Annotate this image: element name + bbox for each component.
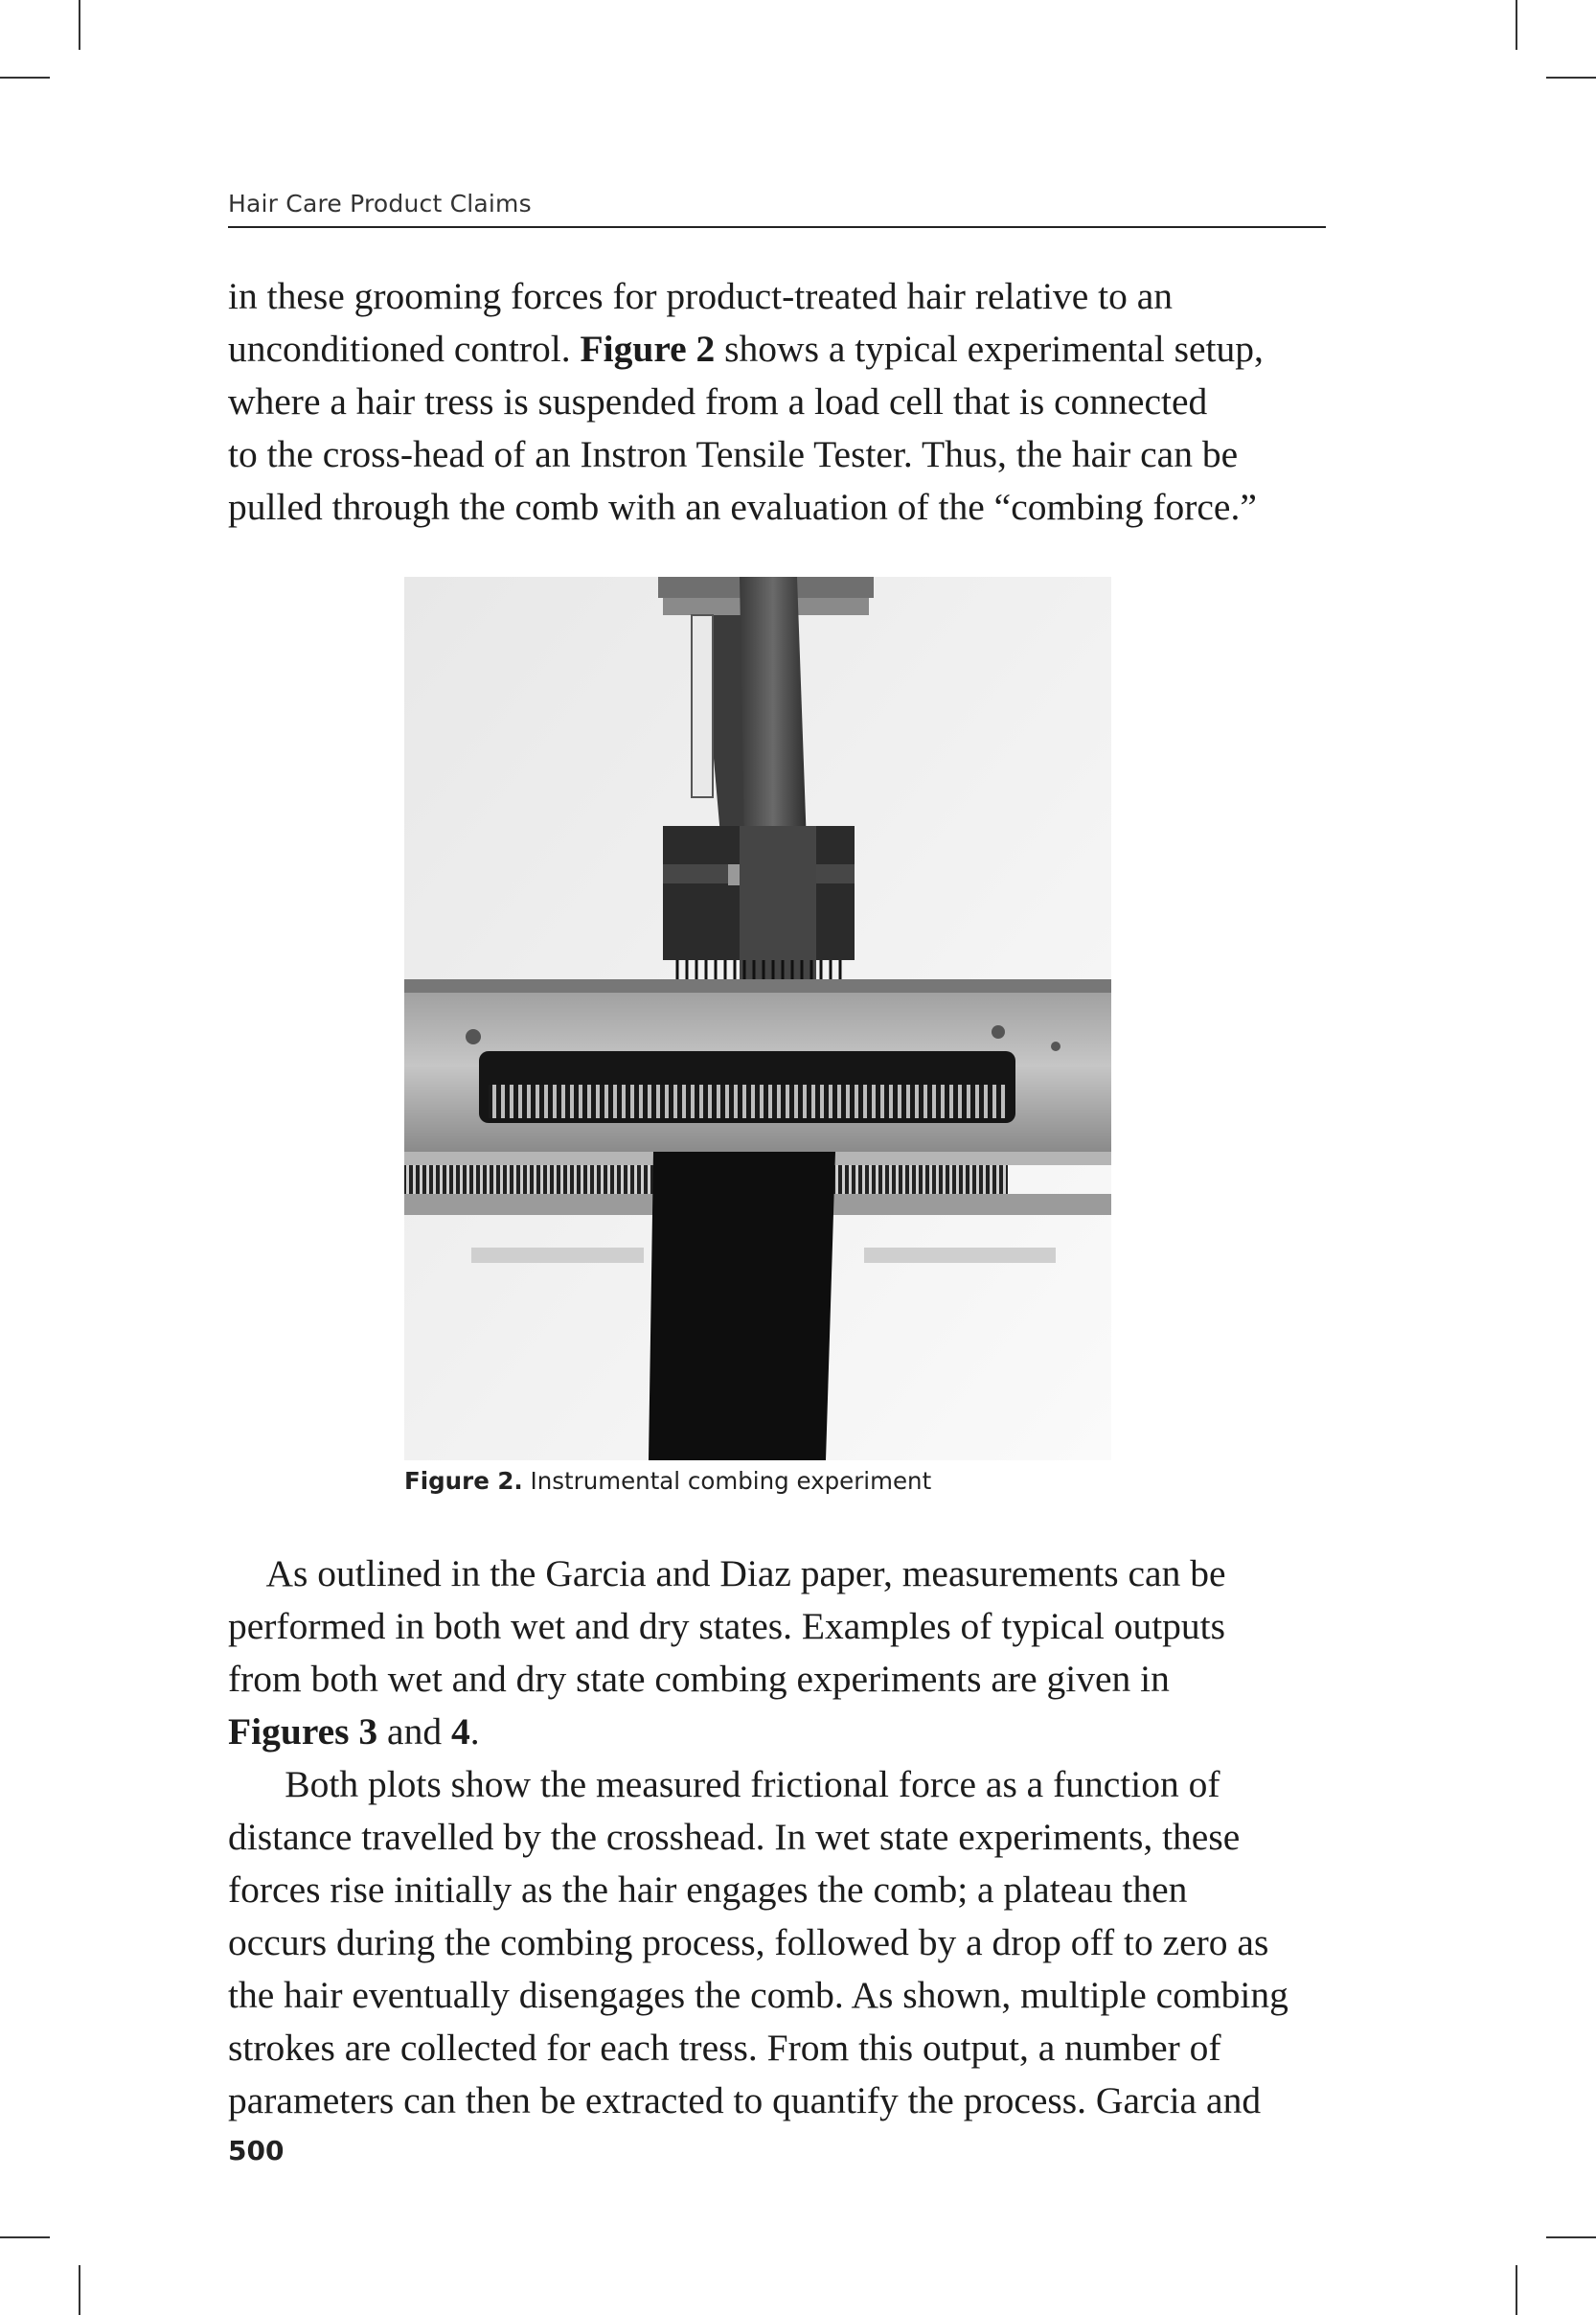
text-line bbox=[228, 481, 1330, 534]
text-line bbox=[228, 270, 1330, 323]
text-line bbox=[228, 1811, 1330, 1864]
combing-apparatus-illustration bbox=[404, 577, 1111, 1460]
text-run: strokes are collected for each tress. From this output, a number of bbox=[228, 2027, 1221, 2069]
text-line bbox=[228, 1706, 1330, 1758]
text-line bbox=[228, 1969, 1330, 2022]
text-line bbox=[228, 376, 1330, 428]
crop-mark bbox=[1546, 2236, 1596, 2238]
text-line bbox=[228, 1653, 1330, 1706]
crop-mark bbox=[1546, 77, 1596, 79]
crop-mark bbox=[1516, 0, 1517, 50]
figure-caption bbox=[404, 1467, 931, 1495]
text-line bbox=[228, 323, 1330, 376]
crop-mark bbox=[79, 0, 80, 50]
text-run: parameters can then be extracted to quantify the process. Garcia and bbox=[228, 2079, 1262, 2121]
text-run: forces rise initially as the hair engages the comb; a plateau then bbox=[228, 1868, 1188, 1911]
text-run: performed in both wet and dry states. Examples of typical outputs bbox=[228, 1605, 1226, 1647]
crop-mark bbox=[0, 2236, 50, 2238]
text-line bbox=[228, 1600, 1330, 1653]
header-rule bbox=[228, 226, 1326, 228]
text-run: and bbox=[377, 1710, 451, 1753]
paragraph-intro bbox=[228, 270, 1330, 534]
text-run: pulled through the comb with an evaluation of the “combing force.” bbox=[228, 486, 1257, 528]
text-line bbox=[228, 1547, 1330, 1600]
text-line bbox=[228, 2074, 1330, 2127]
text-run: Both plots show the measured frictional force as a function of bbox=[228, 1763, 1220, 1805]
crop-mark bbox=[1516, 2265, 1517, 2315]
crop-mark bbox=[79, 2265, 80, 2315]
text-run: As outlined in the Garcia and Diaz paper, measurements can be bbox=[228, 1552, 1226, 1594]
text-run: from both wet and dry state combing experiments are given in bbox=[228, 1658, 1170, 1700]
crop-mark bbox=[0, 77, 50, 79]
text-run: unconditioned control. bbox=[228, 328, 581, 370]
paragraph-body bbox=[228, 1547, 1330, 2127]
text-line bbox=[228, 2022, 1330, 2074]
text-line bbox=[228, 1758, 1330, 1811]
text-run: . bbox=[469, 1710, 480, 1753]
figure-photo bbox=[404, 577, 1111, 1460]
text-run: in these grooming forces for product-treated hair relative to an bbox=[228, 275, 1174, 317]
bold-reference: 4 bbox=[450, 1710, 470, 1753]
page-number: 500 bbox=[228, 2135, 285, 2166]
bold-reference: Figures 3 bbox=[228, 1710, 378, 1753]
text-run: occurs during the combing process, followed by a drop off to zero as bbox=[228, 1921, 1269, 1963]
text-run: distance travelled by the crosshead. In wet state experiments, these bbox=[228, 1816, 1241, 1858]
text-line bbox=[228, 1916, 1330, 1969]
text-line bbox=[228, 428, 1330, 481]
text-run: where a hair tress is suspended from a load cell that is connected bbox=[228, 380, 1208, 423]
running-header: Hair Care Product Claims bbox=[228, 190, 532, 218]
figure-caption-text: Instrumental combing experiment bbox=[530, 1467, 932, 1495]
text-run: shows a typical experimental setup, bbox=[715, 328, 1264, 370]
text-run: to the cross-head of an Instron Tensile Tester. Thus, the hair can be bbox=[228, 433, 1239, 475]
text-line bbox=[228, 1864, 1330, 1916]
text-run: the hair eventually disengages the comb. As shown, multiple combing bbox=[228, 1974, 1288, 2016]
figure-label: Figure 2. bbox=[404, 1467, 523, 1495]
bold-reference: Figure 2 bbox=[580, 328, 716, 370]
